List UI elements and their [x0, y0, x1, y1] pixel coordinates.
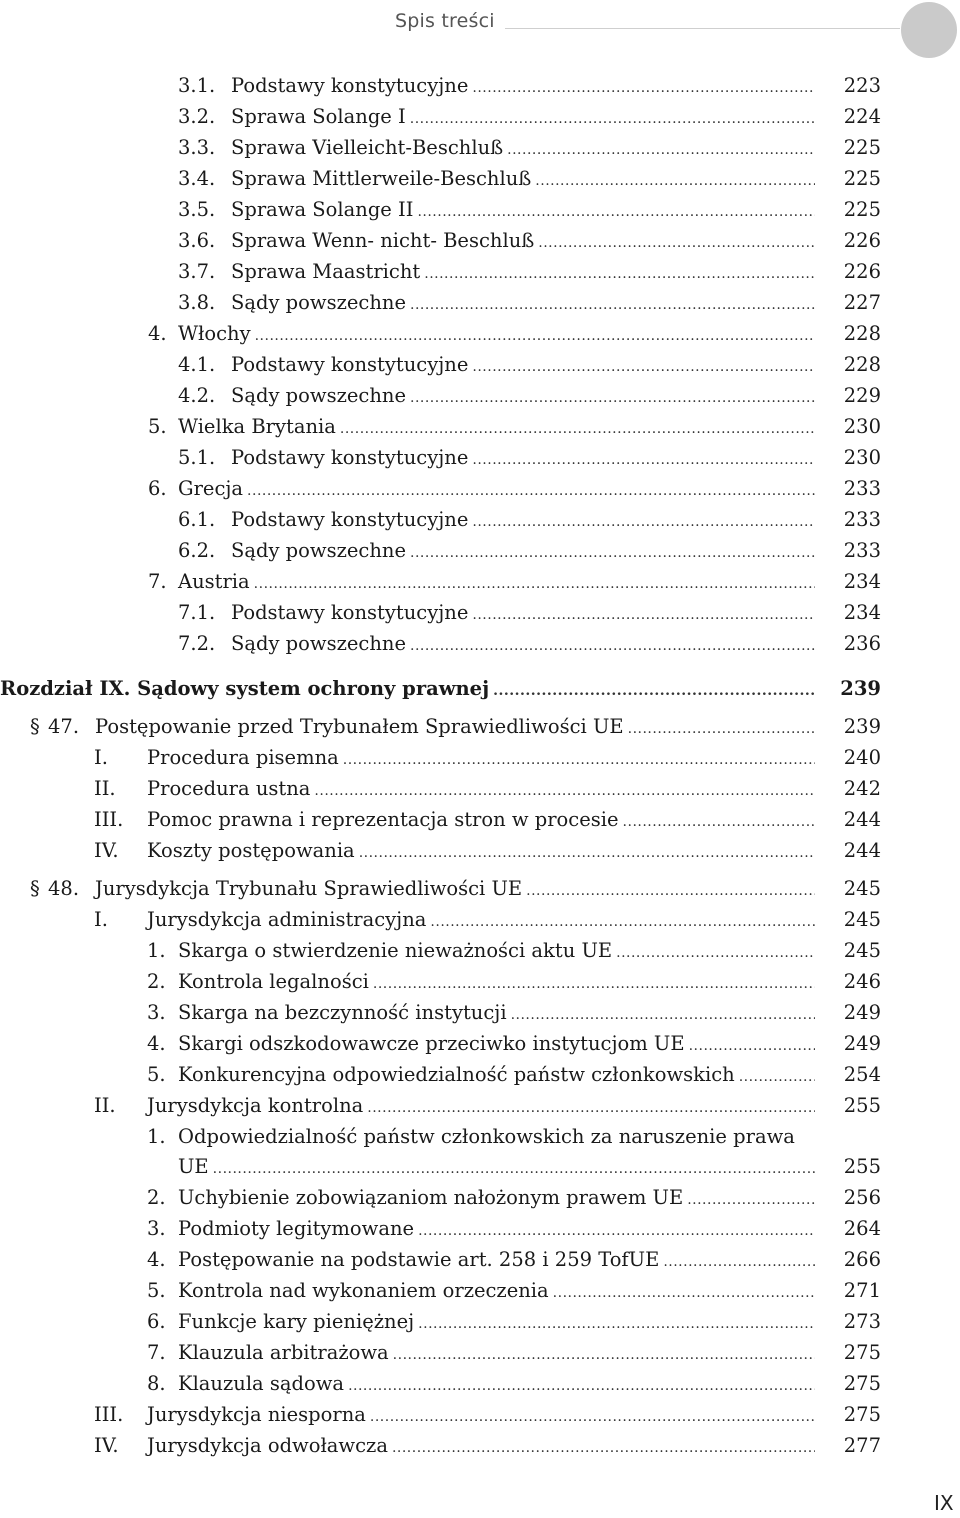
toc-entry[interactable] — [0, 877, 960, 901]
toc-entry[interactable] — [0, 1001, 960, 1025]
toc-entry-title: Podstawy konstytucyjne ..... — [231, 353, 815, 379]
toc-entry[interactable] — [0, 601, 960, 625]
section-sign: § — [30, 715, 40, 738]
toc-entry[interactable] — [0, 508, 960, 532]
dot-leader — [343, 748, 815, 772]
toc-entry-page: 229 — [843, 384, 881, 407]
toc-entry-number: 5. — [147, 1063, 166, 1086]
toc-entry-page: 254 — [843, 1063, 881, 1086]
toc-entry-page: 227 — [843, 291, 881, 314]
toc-entry-number: II. — [94, 1094, 116, 1117]
toc-entry[interactable] — [0, 353, 960, 377]
toc-entry-number: 5. — [148, 415, 167, 438]
toc-entry-number: 6. — [147, 1310, 166, 1333]
dot-leader — [418, 1312, 815, 1336]
dot-leader — [616, 941, 815, 965]
toc-entry[interactable] — [0, 632, 960, 656]
toc-entry-title: Jurysdykcja niesporna ..... — [147, 1403, 815, 1429]
toc-entry-number: 6.2. — [178, 539, 216, 562]
toc-entry[interactable] — [0, 715, 960, 739]
toc-entry-title: Jurysdykcja Trybunału Sprawiedliwości UE ..... — [95, 877, 815, 903]
toc-entry-number: 7. — [148, 570, 167, 593]
toc-entry-page: 230 — [843, 446, 881, 469]
dot-leader — [663, 1250, 815, 1274]
toc-entry-number: 8. — [147, 1372, 166, 1395]
toc-entry-title: Podstawy konstytucyjne ..... — [231, 508, 815, 534]
toc-entry-page: 225 — [843, 136, 881, 159]
toc-entry-title: Koszty postępowania ..... — [147, 839, 815, 865]
toc-entry[interactable] — [0, 677, 960, 701]
dot-leader — [418, 1219, 815, 1243]
toc-entry-number: III. — [94, 1403, 124, 1426]
toc-entry-page: 239 — [840, 677, 881, 700]
dot-leader — [507, 138, 815, 162]
toc-entry-title: Podstawy konstytucyjne ..... — [231, 446, 815, 472]
dot-leader — [410, 634, 815, 658]
toc-entry[interactable] — [0, 167, 960, 191]
toc-entry[interactable] — [0, 384, 960, 408]
dot-leader — [392, 1436, 815, 1460]
toc-entry-title: Jurysdykcja kontrolna ..... — [147, 1094, 815, 1120]
toc-entry-number: 4. — [148, 322, 167, 345]
toc-entry-page: 225 — [843, 167, 881, 190]
toc-entry-page: 226 — [843, 229, 881, 252]
dot-leader — [370, 1405, 815, 1429]
dot-leader — [410, 107, 815, 131]
dot-leader — [393, 1343, 815, 1367]
dot-leader — [493, 679, 815, 703]
toc-entry-title: Postępowanie na podstawie art. 258 i 259 TofUE ..... — [178, 1248, 815, 1274]
toc-entry-title: Sprawa Solange II ..... — [231, 198, 815, 224]
toc-entry-title: Włochy ..... — [178, 322, 815, 348]
toc-entry-number: III. — [94, 808, 124, 831]
toc-entry[interactable] — [0, 1094, 960, 1118]
toc-entry-number: 3.8. — [178, 291, 216, 314]
toc-entry-page: 233 — [843, 477, 881, 500]
toc-entry-number: 4.2. — [178, 384, 216, 407]
toc-entry-page: 230 — [843, 415, 881, 438]
toc-entry-number: II. — [94, 777, 116, 800]
toc-entry-page: 271 — [843, 1279, 881, 1302]
toc-entry-title: Sądy powszechne ..... — [231, 632, 815, 658]
toc-entry-title: Klauzula sądowa ..... — [178, 1372, 815, 1398]
toc-entry-page: 234 — [843, 601, 881, 624]
toc-entry-page: 275 — [843, 1372, 881, 1395]
toc-entry-page: 264 — [843, 1217, 881, 1240]
toc-entry-title: Klauzula arbitrażowa ..... — [178, 1341, 815, 1367]
dot-leader — [739, 1065, 815, 1089]
toc-entry-page: 255 — [843, 1094, 881, 1117]
toc-entry-title: Jurysdykcja odwoławcza ..... — [147, 1434, 815, 1460]
dot-leader — [472, 603, 815, 627]
toc-entry-title: Procedura pisemna ..... — [147, 746, 815, 772]
toc-entry[interactable] — [0, 1434, 960, 1458]
toc-entry-page: 225 — [843, 198, 881, 221]
dot-leader — [511, 1003, 815, 1027]
toc-entry[interactable] — [0, 1279, 960, 1303]
toc-entry[interactable] — [0, 105, 960, 129]
dot-leader — [247, 479, 815, 503]
toc-entry-page: 255 — [843, 1155, 881, 1178]
dot-leader — [410, 293, 815, 317]
toc-entry[interactable] — [0, 1032, 960, 1056]
toc-entry-number: 1. — [147, 1125, 166, 1148]
running-head-title: Spis treści — [395, 10, 495, 32]
toc-entry-number: 3.3. — [178, 136, 216, 159]
toc-entry[interactable] — [0, 1063, 960, 1087]
toc-entry-page: 239 — [843, 715, 881, 738]
toc-entry-number: 3.2. — [178, 105, 216, 128]
toc-entry[interactable] — [0, 908, 960, 932]
toc-entry-title: Uchybienie zobowiązaniom nałożonym prawem UE ..... — [178, 1186, 815, 1212]
toc-entry-title: Sądy powszechne ..... — [231, 384, 815, 410]
toc-entry-page: 233 — [843, 508, 881, 531]
dot-leader — [410, 386, 815, 410]
toc-entry[interactable] — [0, 839, 960, 863]
toc-entry-title: Funkcje kary pieniężnej ..... — [178, 1310, 815, 1336]
toc-entry[interactable] — [0, 1403, 960, 1427]
toc-entry[interactable] — [0, 446, 960, 470]
toc-entry-page: 234 — [843, 570, 881, 593]
toc-entry-title: Konkurencyjna odpowiedzialność państw członkowskich ..... — [178, 1063, 815, 1089]
dot-leader — [538, 231, 815, 255]
dot-leader — [417, 200, 815, 224]
dot-leader — [255, 324, 815, 348]
toc-entry-title: Skargi odszkodowawcze przeciwko instytucjom UE ..... — [178, 1032, 815, 1058]
toc-entry[interactable] — [0, 1155, 960, 1179]
toc-entry-title: Procedura ustna ..... — [147, 777, 815, 803]
toc-entry-number: 4.1. — [178, 353, 216, 376]
toc-entry[interactable] — [0, 1217, 960, 1241]
toc-entry[interactable] — [0, 970, 960, 994]
dot-leader — [424, 262, 815, 286]
toc-entry-number: 6. — [148, 477, 167, 500]
toc-entry-number: 47. — [48, 715, 80, 738]
dot-leader — [472, 448, 815, 472]
toc-entry-page: 249 — [843, 1032, 881, 1055]
toc-entry-number: I. — [94, 746, 108, 769]
toc-entry-title: Podstawy konstytucyjne ..... — [231, 601, 815, 627]
toc-entry-title: Postępowanie przed Trybunałem Sprawiedliwości UE ..... — [95, 715, 815, 741]
dot-leader — [348, 1374, 815, 1398]
toc-entry-number: IV. — [94, 839, 119, 862]
toc-entry-title: Odpowiedzialność państw członkowskich za naruszenie prawa — [178, 1125, 795, 1148]
dot-leader — [472, 76, 815, 100]
dot-leader — [472, 355, 815, 379]
toc-entry[interactable] — [0, 539, 960, 563]
toc-entry[interactable] — [0, 415, 960, 439]
toc-entry[interactable] — [0, 746, 960, 770]
toc-entry-page: 228 — [843, 322, 881, 345]
toc-entry-page: 277 — [843, 1434, 881, 1457]
toc-entry-title: Austria ..... — [178, 570, 815, 596]
toc-entry-page: 240 — [843, 746, 881, 769]
toc-entry-page: 266 — [843, 1248, 881, 1271]
dot-leader — [535, 169, 815, 193]
toc-entry-title: Jurysdykcja administracyjna ..... — [147, 908, 815, 934]
toc-entry-page: 244 — [843, 808, 881, 831]
toc-entry-number: 48. — [48, 877, 80, 900]
toc-entry[interactable] — [0, 1341, 960, 1365]
toc-entry-page: 246 — [843, 970, 881, 993]
toc-entry-title: Sądy powszechne ..... — [231, 539, 815, 565]
toc-entry[interactable] — [0, 1372, 960, 1396]
dot-leader — [367, 1096, 815, 1120]
toc-entry-number: 3.4. — [178, 167, 216, 190]
toc-entry-title: UE ..... — [178, 1155, 815, 1181]
toc-entry-title: Kontrola legalności ..... — [178, 970, 815, 996]
section-sign: § — [30, 877, 40, 900]
toc-entry[interactable] — [0, 1125, 960, 1149]
dot-leader — [553, 1281, 815, 1305]
dot-leader — [687, 1188, 815, 1212]
toc-entry[interactable] — [0, 291, 960, 315]
toc-entry-page: 273 — [843, 1310, 881, 1333]
dot-leader — [628, 717, 815, 741]
toc-entry[interactable] — [0, 1186, 960, 1210]
toc-entry-number: 6.1. — [178, 508, 216, 531]
toc-entry-title: Rozdział IX. Sądowy system ochrony prawnej ..... — [0, 677, 815, 703]
toc-entry-title: Podstawy konstytucyjne ..... — [231, 74, 815, 100]
toc-entry-title: Sprawa Mittlerweile-Beschluß ..... — [231, 167, 815, 193]
toc-entry-title: Sądy powszechne ..... — [231, 291, 815, 317]
toc-entry[interactable] — [0, 322, 960, 346]
toc-entry-title: Podmioty legitymowane ..... — [178, 1217, 815, 1243]
toc-entry-title: Skarga na bezczynność instytucji ..... — [178, 1001, 815, 1027]
toc-entry-page: 223 — [843, 74, 881, 97]
toc-entry[interactable] — [0, 477, 960, 501]
toc-entry[interactable] — [0, 777, 960, 801]
toc-entry-number: 5. — [147, 1279, 166, 1302]
page-number: IX — [934, 1491, 954, 1515]
dot-leader — [526, 879, 815, 903]
toc-entry[interactable] — [0, 570, 960, 594]
toc-entry-page: 275 — [843, 1341, 881, 1364]
toc-entry-number: 4. — [147, 1248, 166, 1271]
toc-entry-page: 275 — [843, 1403, 881, 1426]
toc-entry-number: 3. — [147, 1001, 166, 1024]
toc-entry-number: 3.7. — [178, 260, 216, 283]
dot-leader — [314, 779, 815, 803]
toc-entry-number: 3.6. — [178, 229, 216, 252]
dot-leader — [340, 417, 815, 441]
toc-entry-number: 7.1. — [178, 601, 216, 624]
toc-entry[interactable] — [0, 198, 960, 222]
toc-entry[interactable] — [0, 229, 960, 253]
dot-leader — [410, 541, 815, 565]
toc-entry-number: 1. — [147, 939, 166, 962]
toc-entry-number: IV. — [94, 1434, 119, 1457]
toc-entry-page: 228 — [843, 353, 881, 376]
toc-entry-number: 3.5. — [178, 198, 216, 221]
toc-entry-page: 224 — [843, 105, 881, 128]
toc-entry[interactable] — [0, 260, 960, 284]
dot-leader — [689, 1034, 815, 1058]
toc-entry[interactable] — [0, 74, 960, 98]
toc-entry[interactable] — [0, 808, 960, 832]
toc-entry-title: Sprawa Wenn- nicht- Beschluß ..... — [231, 229, 815, 255]
dot-leader — [472, 510, 815, 534]
toc-entry-page: 236 — [843, 632, 881, 655]
dot-leader — [623, 810, 815, 834]
toc-entry-page: 245 — [843, 939, 881, 962]
toc-entry-page: 244 — [843, 839, 881, 862]
toc-entry-number: 4. — [147, 1032, 166, 1055]
dot-leader — [373, 972, 815, 996]
toc-entry-number: 2. — [147, 1186, 166, 1209]
toc-entry-page: 245 — [843, 908, 881, 931]
toc-entry-number: 3.1. — [178, 74, 216, 97]
toc-entry-page: 249 — [843, 1001, 881, 1024]
toc-entry-page: 233 — [843, 539, 881, 562]
dot-leader — [213, 1157, 815, 1181]
toc-entry-title: Grecja ..... — [178, 477, 815, 503]
toc-entry-page: 242 — [843, 777, 881, 800]
toc-entry-number: 7.2. — [178, 632, 216, 655]
toc-entry[interactable] — [0, 136, 960, 160]
dot-leader — [254, 572, 815, 596]
toc-entry-title: Sprawa Solange I ..... — [231, 105, 815, 131]
toc-entry[interactable] — [0, 1248, 960, 1272]
toc-entry-number: I. — [94, 908, 108, 931]
toc-entry-title: Skarga o stwierdzenie nieważności aktu UE ..... — [178, 939, 815, 965]
toc-entry-title: Sprawa Vielleicht-Beschluß ..... — [231, 136, 815, 162]
toc-entry[interactable] — [0, 1310, 960, 1334]
toc-entry-title: Wielka Brytania ..... — [178, 415, 815, 441]
toc-entry-page: 256 — [843, 1186, 881, 1209]
toc-entry-title: Pomoc prawna i reprezentacja stron w procesie ..... — [147, 808, 815, 834]
dot-leader — [430, 910, 815, 934]
toc-entry-number: 5.1. — [178, 446, 216, 469]
toc-entry-number: 3. — [147, 1217, 166, 1240]
dot-leader — [359, 841, 815, 865]
toc-entry[interactable] — [0, 939, 960, 963]
toc-entry-title: Sprawa Maastricht ..... — [231, 260, 815, 286]
toc-entry-number: 2. — [147, 970, 166, 993]
toc-entry-page: 245 — [843, 877, 881, 900]
toc-entry-title: Kontrola nad wykonaniem orzeczenia ..... — [178, 1279, 815, 1305]
toc-entry-number: 7. — [147, 1341, 166, 1364]
toc-entry-page: 226 — [843, 260, 881, 283]
